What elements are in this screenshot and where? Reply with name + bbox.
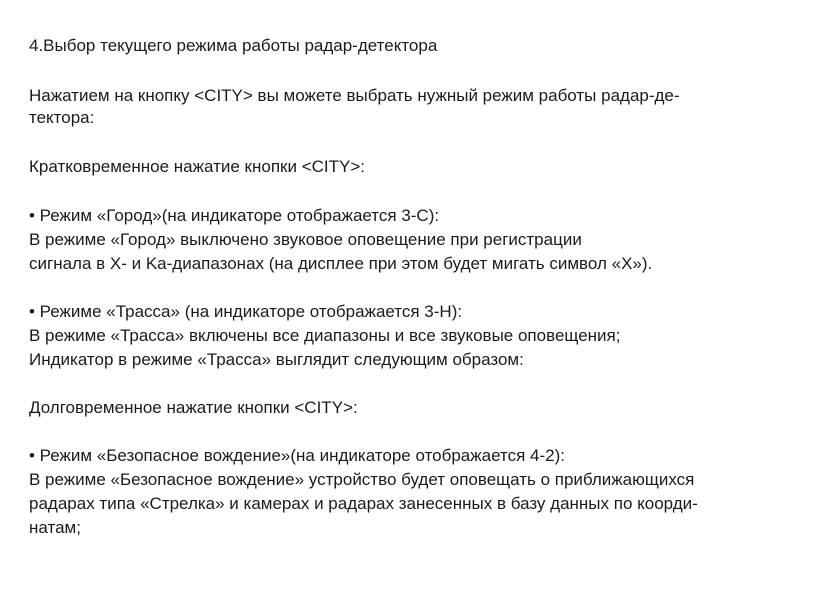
intro-text-line-1: Нажатием на кнопку <CITY> вы можете выбрать нужный режим работы радар-де- bbox=[29, 86, 680, 105]
highway-mode-title: • Режиме «Трасса» (на индикаторе отображается 3-Н): bbox=[29, 302, 463, 321]
highway-mode-description-line-1: В режиме «Трасса» включены все диапазоны и все звуковые оповещения; bbox=[29, 326, 621, 345]
city-mode-title: • Режим «Город»(на индикаторе отображается 3-С): bbox=[29, 206, 440, 225]
safe-mode-title: • Режим «Безопасное вождение»(на индикаторе отображается 4-2): bbox=[29, 446, 565, 465]
city-mode-description-line-2: сигнала в X- и Ka-диапазонах (на дисплее при этом будет мигать символ «X»). bbox=[29, 254, 653, 273]
city-mode-description-line-1: В режиме «Город» выключено звуковое оповещение при регистрации bbox=[29, 230, 582, 249]
safe-mode-description-line-1: В режиме «Безопасное вождение» устройство будет оповещать о приближающихся bbox=[29, 470, 695, 489]
section-heading: 4.Выбор текущего режима работы радар-детектора bbox=[29, 36, 438, 55]
safe-mode-description-line-2: радарах типа «Стрелка» и камерах и радарах занесенных в базу данных по коорди- bbox=[29, 494, 698, 513]
short-press-heading: Кратковременное нажатие кнопки <CITY>: bbox=[29, 157, 365, 176]
highway-mode-description-line-2: Индикатор в режиме «Трасса» выглядит следующим образом: bbox=[29, 350, 524, 369]
safe-mode-description-line-3: натам; bbox=[29, 518, 81, 537]
intro-text-line-2: тектора: bbox=[29, 108, 95, 127]
long-press-heading: Долговременное нажатие кнопки <CITY>: bbox=[29, 398, 358, 417]
